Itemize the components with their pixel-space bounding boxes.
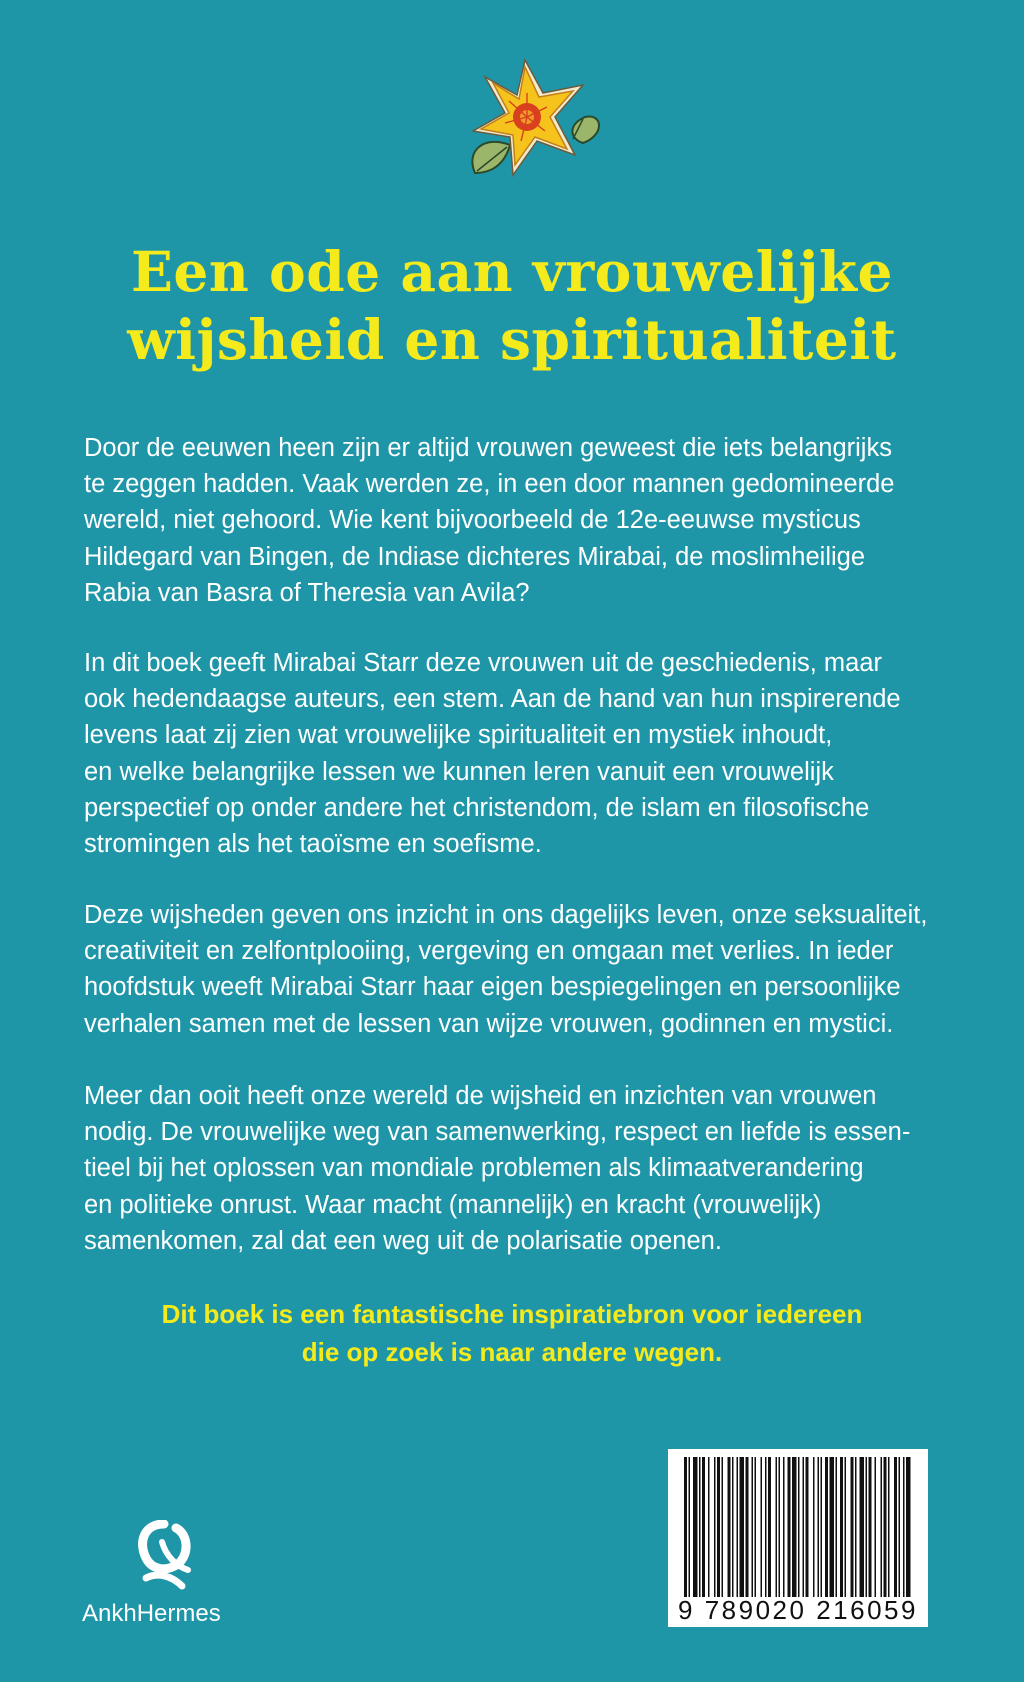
barcode-bar (884, 1457, 887, 1597)
barcode-bar (783, 1457, 785, 1597)
barcode-bar (840, 1457, 843, 1597)
barcode-bar (761, 1457, 763, 1597)
barcode-bar (740, 1457, 745, 1597)
barcode-bar (792, 1457, 797, 1597)
barcode-bar (866, 1457, 868, 1597)
paragraph-line: Hildegard van Bingen, de Indiase dichteres Mirabai, de moslimheilige (84, 542, 866, 571)
paragraph-line: creativiteit en zelfontplooiing, vergeving en omgaan met verlies. In ieder (84, 937, 894, 966)
barcode-bar (755, 1457, 757, 1597)
paragraph-line: hoofdstuk weeft Mirabai Starr haar eigen bespiegelingen en persoonlijke (84, 973, 901, 1002)
barcode-bar (732, 1457, 734, 1597)
barcode-bar (728, 1457, 731, 1597)
barcode-bar (752, 1457, 754, 1597)
barcode-bar (776, 1457, 778, 1597)
barcode-bar (813, 1457, 815, 1597)
barcode-bar (903, 1457, 905, 1597)
isbn-digits: 9 789020 216059 (678, 1595, 918, 1625)
paragraph-line: samenkomen, zal dat een weg uit de polarisatie openen. (84, 1226, 722, 1255)
barcode-bar (888, 1457, 890, 1597)
paragraph-line: verhalen samen met de lessen van wijze vrouwen, godinnen en mystici. (84, 1009, 894, 1038)
flower-illustration (455, 55, 605, 185)
barcode-bar (689, 1457, 691, 1597)
barcode-bars (680, 1457, 916, 1597)
barcode-bar (806, 1457, 809, 1597)
barcode-bar (825, 1457, 828, 1597)
headline (0, 238, 1024, 374)
barcode-bar (881, 1457, 883, 1597)
paragraph-line: ook hedendaagse auteurs, een stem. Aan de hand van hun inspirerende (84, 685, 901, 714)
barcode-bar (737, 1457, 739, 1597)
paragraph-2 (84, 645, 944, 862)
paragraph-line: Rabia van Basra of Theresia van Avila? (84, 578, 530, 607)
barcode-bar (875, 1457, 877, 1597)
publisher-logo (82, 1520, 242, 1630)
publisher-name: AnkhHermes (82, 1600, 221, 1627)
barcode-bar (830, 1457, 835, 1597)
barcode-bar (765, 1457, 767, 1597)
barcode-bar (869, 1457, 872, 1597)
barcode-bar (845, 1457, 847, 1597)
paragraph-line: en welke belangrijke lessen we kunnen leren vanuit een vrouwelijk (84, 757, 834, 786)
barcode-bar (779, 1457, 781, 1597)
paragraph-line: tieel bij het oplossen van mondiale problemen als klimaatverandering (84, 1154, 864, 1183)
barcode-bar (708, 1457, 710, 1597)
barcode-bar (702, 1457, 705, 1597)
barcode-bar (746, 1457, 749, 1597)
paragraph-line: te zeggen hadden. Vaak werden ze, in een door mannen gedomineerde (84, 470, 895, 499)
barcode-bar (717, 1457, 720, 1597)
headline-line-2: wijsheid en spiritualiteit (127, 307, 897, 372)
paragraph-line: wereld, niet gehoord. Wie kent bijvoorbeeld de 12e-eeuwse mysticus (84, 506, 861, 535)
barcode-bar (788, 1457, 791, 1597)
paragraph-line: Deze wijsheden geven ons inzicht in ons dagelijks leven, onze seksualiteit, (84, 901, 928, 929)
paragraph-3 (84, 897, 944, 1042)
paragraph-line: perspectief op onder andere het christendom, de islam en filosofische (84, 793, 870, 822)
barcode-bar (722, 1457, 724, 1597)
paragraph-1 (84, 430, 944, 611)
barcode-bar (899, 1457, 901, 1597)
barcode-bar (860, 1457, 865, 1597)
barcode-bar (693, 1457, 698, 1597)
barcode-bar (714, 1457, 716, 1597)
isbn-barcode (668, 1449, 928, 1627)
barcode-bar (851, 1457, 854, 1597)
publisher-logo-icon (132, 1520, 196, 1592)
barcode-bar (894, 1457, 897, 1597)
barcode-bar (855, 1457, 857, 1597)
barcode-bar (768, 1457, 771, 1597)
barcode-bar (818, 1457, 820, 1597)
paragraph-line: In dit boek geeft Mirabai Starr deze vrouwen uit de geschiedenis, maar (84, 649, 883, 677)
paragraph-line: stromingen als het taoïsme en soefisme. (84, 830, 542, 859)
paragraph-line: nodig. De vrouwelijke weg van samenwerking, respect en liefde is essen- (84, 1118, 911, 1147)
paragraph-line: levens laat zij zien wat vrouwelijke spiritualiteit en mystiek inhoudt, (84, 721, 833, 750)
paragraph-4 (84, 1078, 944, 1259)
paragraph-line: Meer dan ooit heeft onze wereld de wijsheid en inzichten van vrouwen (84, 1082, 877, 1110)
tagline-line-1: Dit boek is een fantastische inspiratiebron voor iedereen (161, 1299, 863, 1329)
barcode-bar (906, 1457, 911, 1597)
headline-line-1: Een ode aan vrouwelijke (131, 239, 893, 304)
barcode-bar (803, 1457, 805, 1597)
barcode-bar (821, 1457, 823, 1597)
tagline (0, 1295, 1024, 1371)
barcode-bar (684, 1457, 687, 1597)
barcode-bar (699, 1457, 701, 1597)
paragraph-line: en politieke onrust. Waar macht (mannelijk) en kracht (vrouwelijk) (84, 1190, 822, 1219)
tagline-line-2: die op zoek is naar andere wegen. (301, 1337, 723, 1367)
barcode-bar (836, 1457, 838, 1597)
barcode-bar (798, 1457, 800, 1597)
paragraph-line: Door de eeuwen heen zijn er altijd vrouwen geweest die iets belangrijks (84, 434, 892, 462)
